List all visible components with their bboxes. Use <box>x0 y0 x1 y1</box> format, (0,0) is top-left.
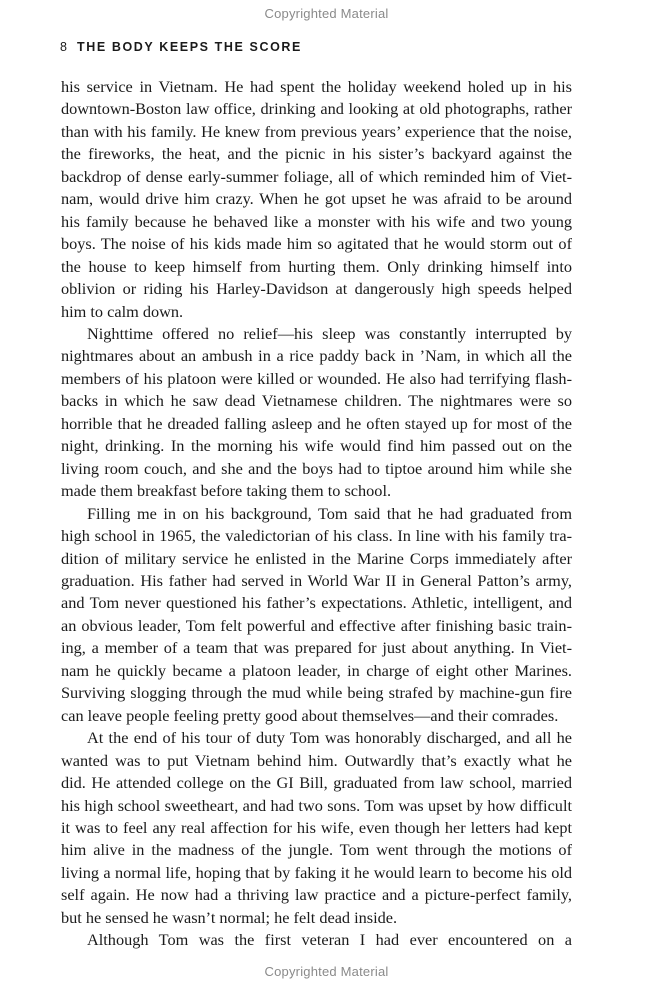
text-line: his high school sweetheart, and had two sons. Tom was upset by how difficult <box>61 795 572 815</box>
text-line: Nighttime offered no relief—his sleep was constantly interrupted by <box>87 323 572 343</box>
text-line: his service in Vietnam. He had spent the holiday weekend holed up in his <box>61 77 572 96</box>
text-line: but he sensed he wasn’t normal; he felt dead inside. <box>61 907 398 927</box>
text-line: it was to feel any real affection for his wife, even though her letters had kept <box>61 817 572 837</box>
text-line: him alive in the madness of the jungle. Tom went through the motions of <box>61 840 572 860</box>
text-line: oblivion or riding his Harley-Davidson at dangerously high speeds helped <box>61 279 572 299</box>
text-line: him to calm down. <box>61 301 184 321</box>
text-line: nam, would drive him crazy. When he got upset he was afraid to be around <box>61 189 572 209</box>
text-line: did. He attended college on the GI Bill, graduated from law school, married <box>61 773 572 793</box>
text-line: living a normal life, hoping that by faking it he would learn to become his old <box>61 862 572 882</box>
text-line: horrible that he dreaded falling asleep and he often stayed up for most of the <box>61 413 572 433</box>
text-line: the house to keep himself from hurting them. Only drinking himself into <box>61 256 572 276</box>
text-line: and Tom never questioned his father’s expectations. Athletic, intelligent, and <box>61 593 572 613</box>
text-line: boys. The noise of his kids made him so agitated that he would storm out of <box>61 234 572 254</box>
text-line: At the end of his tour of duty Tom was honorably discharged, and all he <box>87 728 572 748</box>
text-line: backs in which he saw dead Vietnamese children. The nightmares were so <box>61 391 572 411</box>
text-line: an obvious leader, Tom felt powerful and effective after finishing basic train- <box>61 615 572 635</box>
page-number: 8 <box>60 40 67 54</box>
text-line: members of his platoon were killed or wounded. He also had terrifying flash- <box>61 368 572 388</box>
text-line: high school in 1965, the valedictorian of his class. In line with his family tra- <box>61 526 572 546</box>
text-line: ing, a member of a team that was prepared for just about anything. In Viet- <box>61 638 572 658</box>
text-line: backdrop of dense early-summer foliage, all of which reminded him of Viet- <box>61 166 572 186</box>
text-line: night, drinking. In the morning his wife would find him passed out on the <box>61 436 572 456</box>
text-line: wanted was to put Vietnam behind him. Outwardly that’s exactly what he <box>61 750 572 770</box>
text-line: made them breakfast before taking them to school. <box>61 481 392 501</box>
copyright-watermark-bottom: Copyrighted Material <box>264 964 389 979</box>
body-text <box>61 76 572 952</box>
text-line: can leave people feeling pretty good about themselves—and their comrades. <box>61 705 559 725</box>
text-line: than with his family. He knew from previous years’ experience that the noise, <box>61 121 572 141</box>
text-line: living room couch, and she and the boys had to tiptoe around him while she <box>61 458 572 478</box>
text-line: self again. He now had a thriving law practice and a picture-perfect family, <box>61 885 572 905</box>
text-line: his family because he behaved like a monster with his wife and two young <box>61 211 572 231</box>
text-line: Although Tom was the first veteran I had ever encountered on a <box>87 930 572 950</box>
copyright-watermark-top: Copyrighted Material <box>264 6 389 21</box>
text-line: Surviving slogging through the mud while being strafed by machine-gun fire <box>61 683 572 703</box>
text-line: dition of military service he enlisted in the Marine Corps immediately after <box>61 548 572 568</box>
text-line: graduation. His father had served in World War II in General Patton’s army, <box>61 570 572 590</box>
text-line: the fireworks, the heat, and the picnic in his sister’s backyard against the <box>61 144 572 164</box>
book-title: THE BODY KEEPS THE SCORE <box>76 40 302 54</box>
text-line: downtown-Boston law office, drinking and looking at old photographs, rather <box>61 99 572 119</box>
text-line: nightmares about an ambush in a rice paddy back in ’Nam, in which all the <box>61 346 572 366</box>
running-header <box>60 40 302 54</box>
text-line: Filling me in on his background, Tom said that he had graduated from <box>87 503 572 523</box>
text-line: nam he quickly became a platoon leader, in charge of eight other Marines. <box>61 660 572 680</box>
